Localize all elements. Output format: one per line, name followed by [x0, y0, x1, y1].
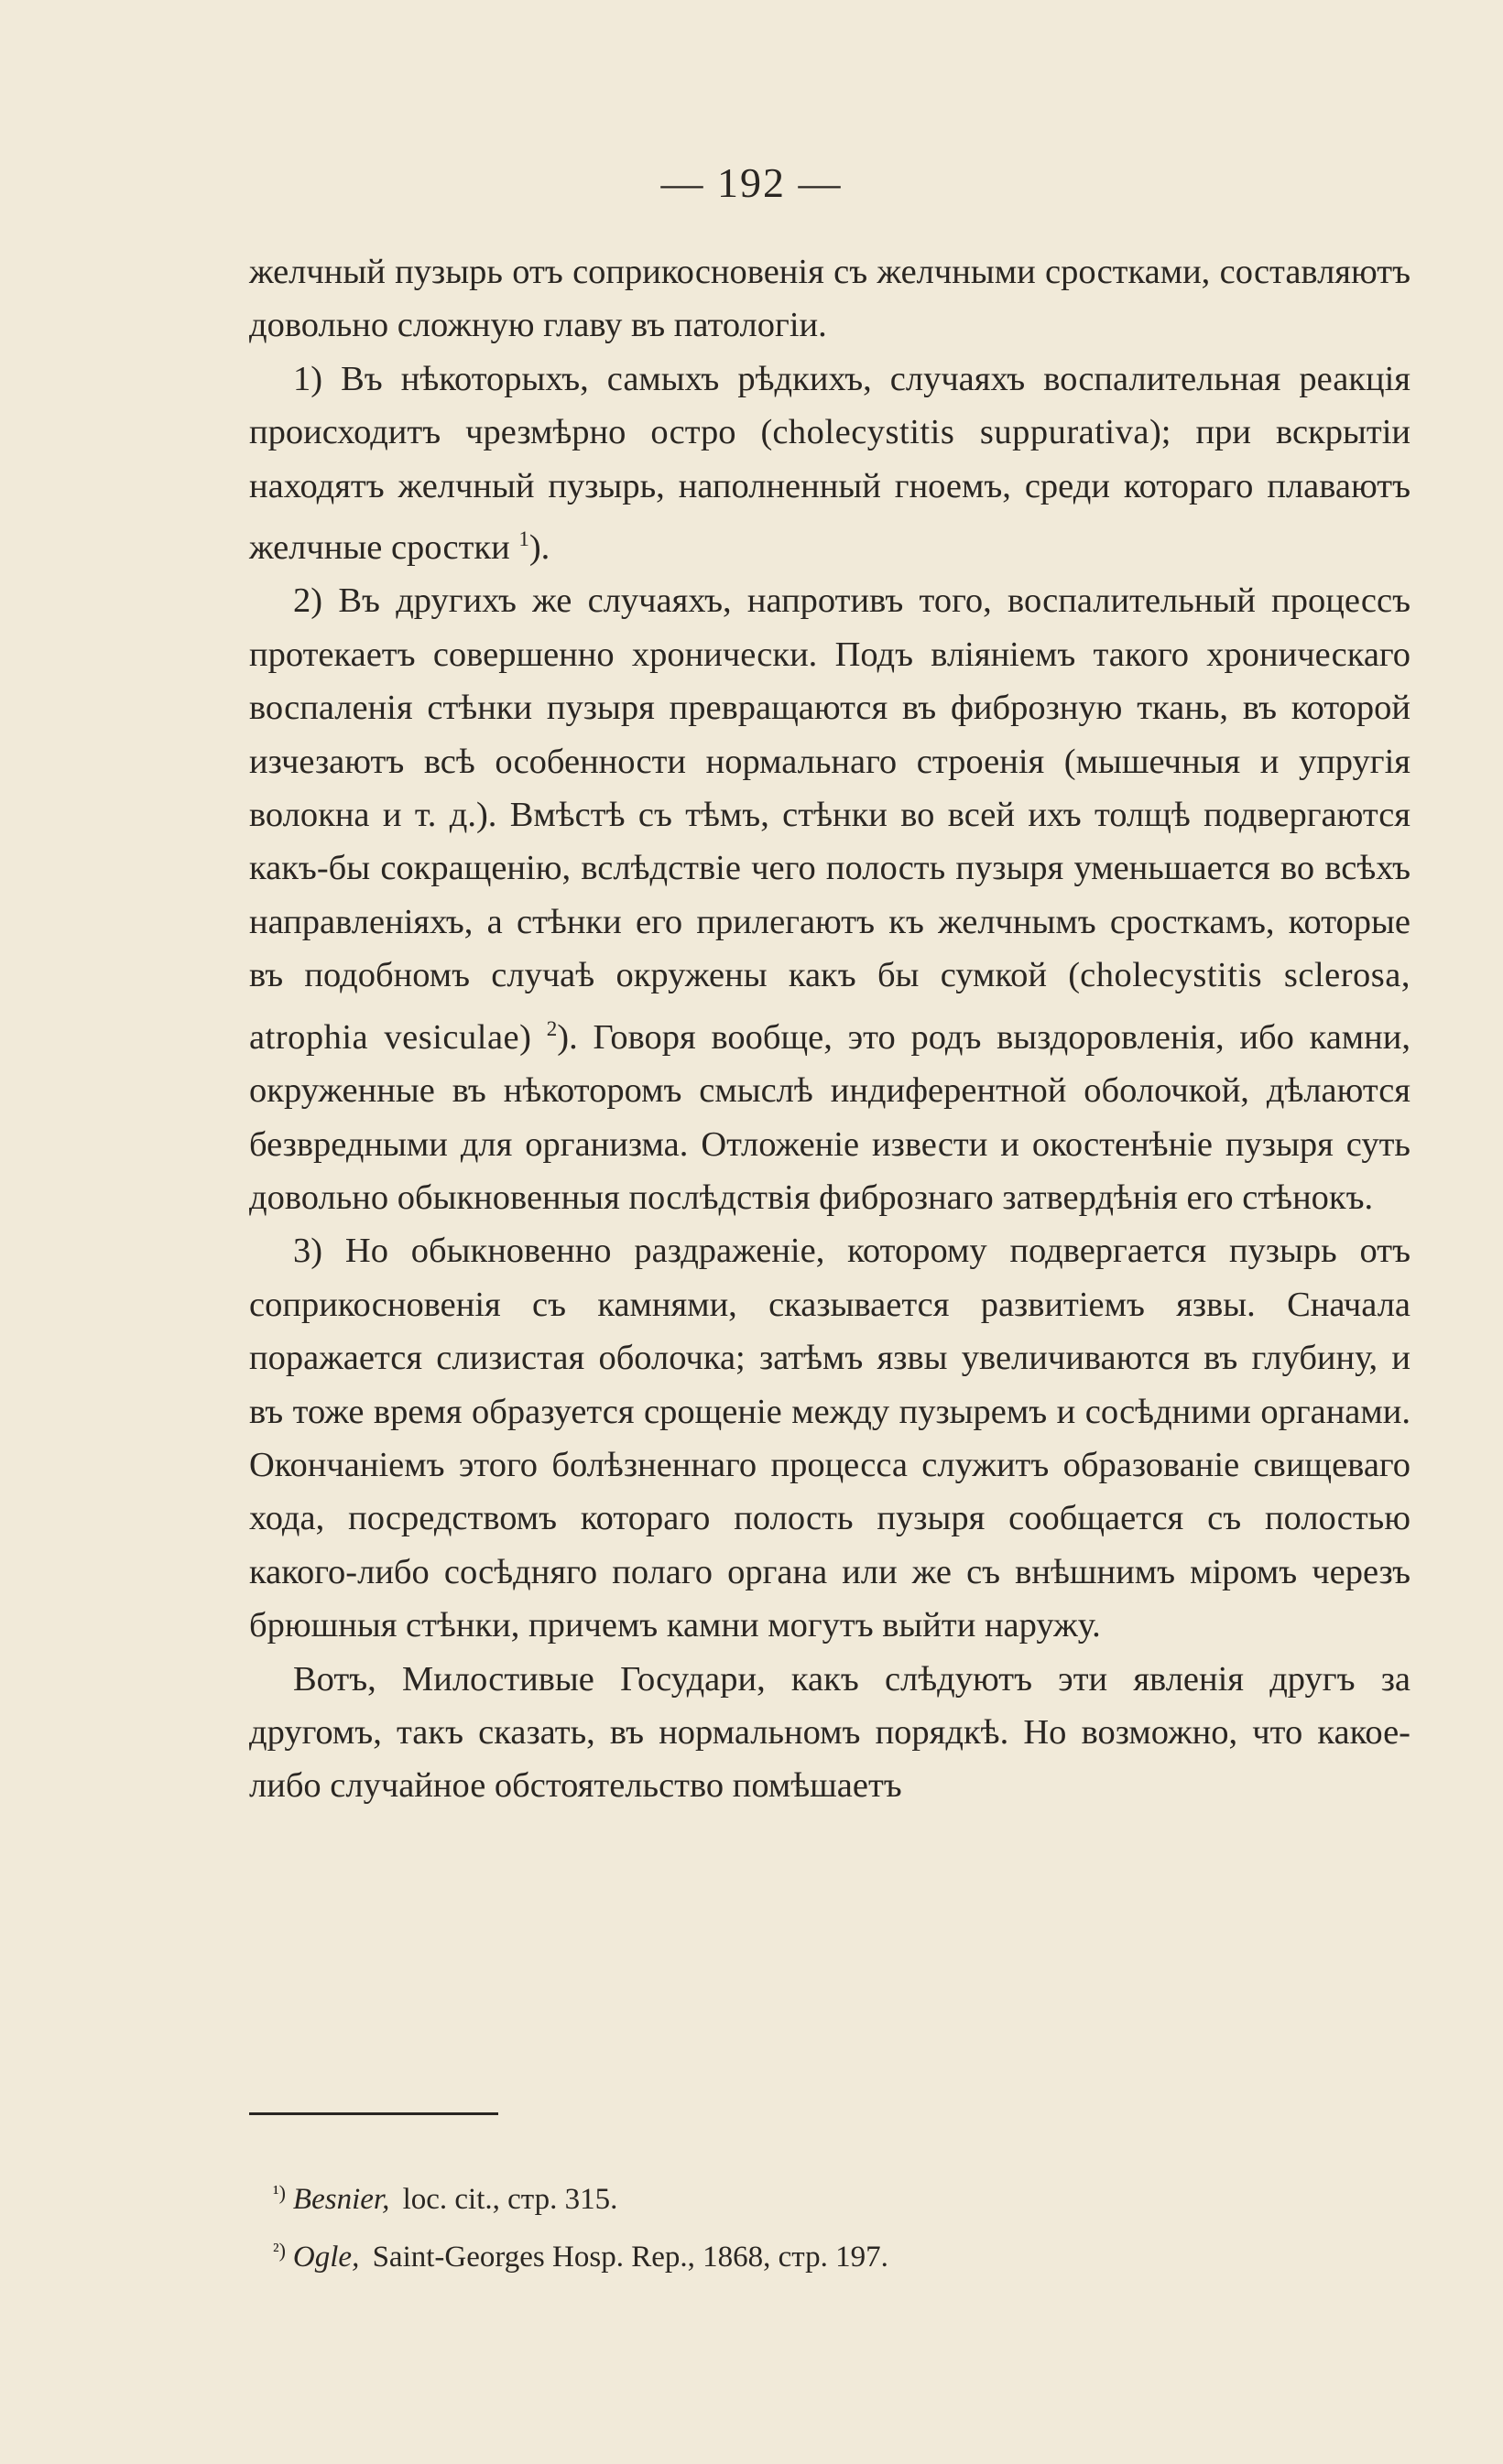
footnote-2	[273, 2225, 1280, 2283]
footnote-divider	[249, 2112, 498, 2115]
paragraph-2-text-b: )	[519, 1017, 531, 1057]
paragraph-1-text-c: ).	[528, 528, 550, 568]
paragraph-1-latin-term: cholecystitis suppurativa	[772, 413, 1149, 452]
paragraph-2-text-a: 2) Въ другихъ же случаяхъ, напротивъ того, воспалительный процессъ протекаетъ совершенно хронически. Подъ вліяніемъ такого хроническаго воспаленія стѣнки пузыря превращаются въ фиброзную ткань, въ которой изчезаютъ всѣ особенности нормальнаго строенія (мышечныя и упругія волокна и т. д.). Вмѣстѣ съ тѣмъ, стѣнки во всей ихъ толщѣ подвергаются какъ-бы сокращенію, вслѣдствіе чего полость пузыря уменьшается во всѣхъ направленіяхъ, а стѣнки его прилегаютъ къ желчнымъ сросткамъ, которые въ подобномъ случаѣ окружены какъ бы сумкой (	[249, 581, 1410, 995]
paragraph-intro: желчный пузырь отъ соприкосновенія съ желчными сростками, составляютъ довольно сложную главу въ патологіи.	[249, 253, 1410, 345]
paragraph-1-text-b: ); при вскрытіи находятъ желчный пузырь, наполненный гноемъ, среди котораго плаваютъ желчные сростки	[249, 413, 1410, 568]
footnote-2-source: Saint-Georges Hosp. Rep., 1868, стр. 197.	[372, 2241, 888, 2274]
paragraph-2-latin-term: cholecystitis sclerosa, atrophia vesiculae	[249, 956, 1411, 1057]
paragraph-3: 3) Но обыкновенно раздраженіе, которому подвергается пузырь отъ соприкосновенія съ камнями, сказывается развитіемъ язвы. Сначала поражается слизистая оболочка; затѣмъ язвы увеличиваются въ глубину, и въ тоже время образуется срощеніе между пузыремъ и сосѣдними органами. Окончаніемъ этого болѣзненнаго процесса служитъ образованіе свищеваго хода, посредствомъ котораго полость пузыря сообщается съ полостью какого-либо сосѣдняго полаго органа или же съ внѣшнимъ міромъ черезъ брюшныя стѣнки, причемъ камни могутъ выйти наружу.	[249, 1232, 1410, 1645]
paragraph-1-text-a: 1) Въ нѣкоторыхъ, самыхъ рѣдкихъ, случаяхъ воспалительная реакція происходитъ чрезмѣрно остро (	[249, 359, 1410, 452]
page-number: — 192 —	[660, 159, 843, 206]
paragraph-4: Вотъ, Милостивые Государи, какъ слѣдуютъ эти явленія другъ за другомъ, такъ сказать, въ нормальномъ порядкѣ. Но возможно, что какое-либо случайное обстоятельство помѣшаетъ	[249, 1659, 1410, 1806]
main-text	[249, 245, 1410, 1813]
footnote-2-author: Ogle,	[292, 2241, 360, 2274]
footnote-ref-2: 2	[546, 1016, 558, 1040]
footnote-1	[273, 2167, 1280, 2225]
footnotes	[273, 2167, 1280, 2283]
footnote-2-marker: ²)	[273, 2239, 286, 2262]
paragraph-1	[249, 353, 1410, 575]
paragraph-2	[249, 574, 1410, 1224]
footnote-ref-1: 1	[518, 527, 529, 551]
footnote-1-source: loc. cit., стр. 315.	[402, 2183, 618, 2216]
footnote-1-author: Besnier,	[292, 2183, 390, 2216]
paragraph-2-text-c: ). Говоря вообще, это родъ выздоровленія, ибо камни, окруженные въ нѣкоторомъ смыслѣ индиферентной оболочкой, дѣлаются безвредными для организма. Отложеніе извести и окостенѣніе пузыря суть довольно обыкновенныя послѣдствія фибрознаго затвердѣнія его стѣнокъ.	[249, 1017, 1411, 1217]
footnote-1-marker: ¹)	[273, 2181, 286, 2204]
